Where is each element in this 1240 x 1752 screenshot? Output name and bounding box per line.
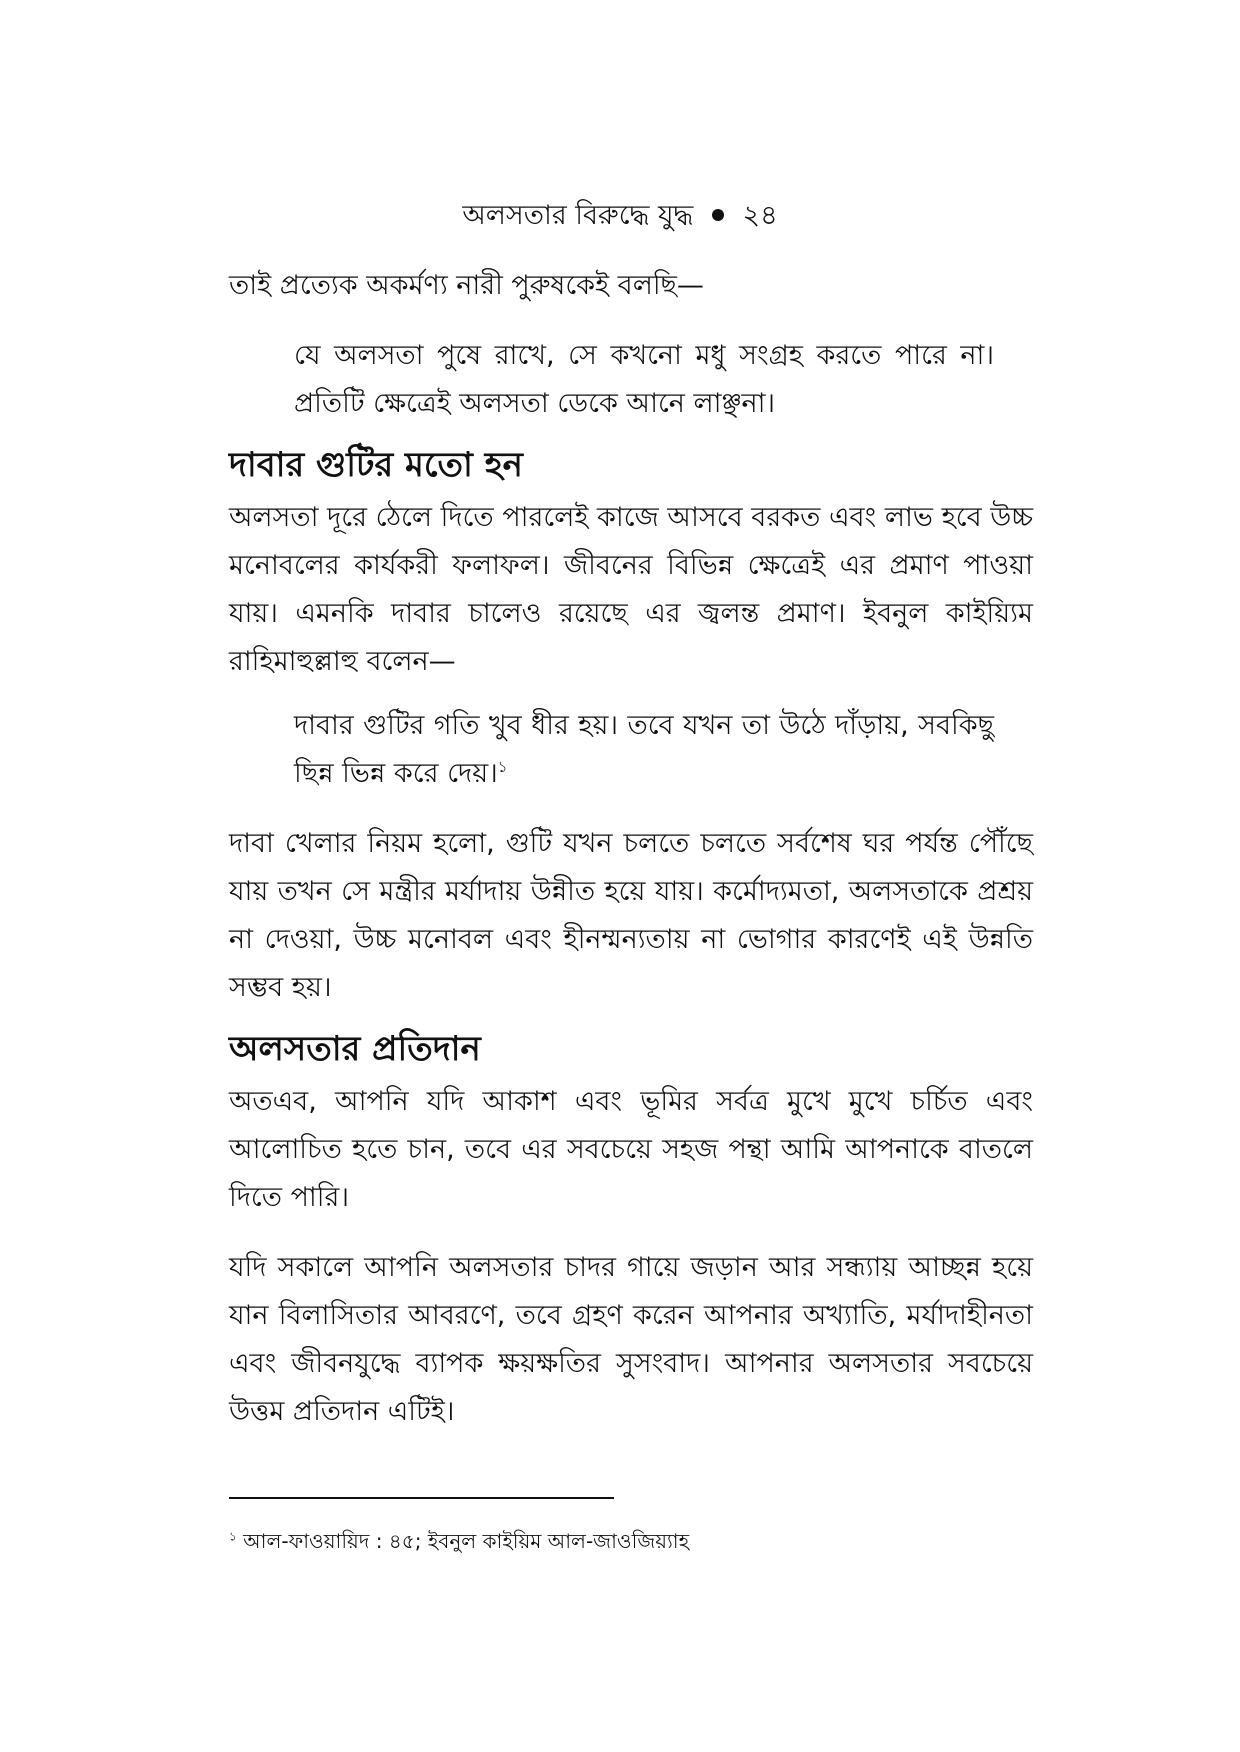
running-header <box>0 196 1240 236</box>
bullet-separator-icon <box>712 209 724 221</box>
quote-text: দাবার গুটির গতি খুব ধীর হয়। তবে যখন তা উঠে দাঁড়ায়, সবকিছু ছিন্ন ভিন্ন করে দেয়। <box>294 710 994 789</box>
block-quote-1: যে অলসতা পুষে রাখে, সে কখনো মধু সংগ্রহ করতে পারে না। প্রতিটি ক্ষেত্রেই অলসতা ডেকে আনে লাঞ্ছনা। <box>294 340 994 419</box>
paragraph: যদি সকালে আপনি অলসতার চাদর গায়ে জড়ান আর সন্ধ্যায় আচ্ছন্ন হয়ে যান বিলাসিতার আবরণে, তবে গ্রহণ করেন আপনার অখ্যাতি, মর্যাদাহীনতা এবং জীবনযুদ্ধে ব্যাপক ক্ষয়ক্ষতির সুসংবাদ। আপনার অলসতার সবচেয়ে উত্তম প্রতিদান এটিই। <box>229 1252 1033 1427</box>
section-heading-reward: অলসতার প্রতিদান <box>229 1029 481 1069</box>
footnote <box>229 1526 1033 1556</box>
page-content <box>229 262 1033 1436</box>
block-quote-2 <box>294 702 994 798</box>
section-heading-chess-piece: দাবার গুটির মতো হন <box>229 445 523 485</box>
paragraph: অলসতা দূরে ঠেলে দিতে পারলেই কাজে আসবে বরকত এবং লাভ হবে উচ্চ মনোবলের কার্যকরী ফলাফল। জীবনের বিভিন্ন ক্ষেত্রেই এর প্রমাণ পাওয়া যায়। এমনকি দাবার চালেও রয়েছে এর জ্বলন্ত প্রমাণ। ইবনুল কাইয়্যিম রাহিমাহুল্লাহু বলেন— <box>229 502 1033 677</box>
header-title: অলসতার বিরুদ্ধে যুদ্ধ <box>462 200 694 231</box>
footnote-text: আল-ফাওয়ায়িদ : ৪৫; ইবনুল কাইয়িম আল-জাওজিয়্যাহ <box>243 1529 690 1553</box>
paragraph: অতএব, আপনি যদি আকাশ এবং ভূমির সর্বত্র মুখে মুখে চর্চিত এবং আলোচিত হতে চান, তবে এর সবচেয়ে সহজ পন্থা আমি আপনাকে বাতলে দিতে পারি। <box>229 1086 1033 1213</box>
footnote-reference[interactable]: ১ <box>497 758 508 776</box>
footnote-mark: ১ <box>229 1529 237 1544</box>
paragraph: দাবা খেলার নিয়ম হলো, গুটি যখন চলতে চলতে সর্বশেষ ঘর পর্যন্ত পৌঁছে যায় তখন সে মন্ত্রীর মর্যাদায় উন্নীত হয়ে যায়। কর্মোদ্যমতা, অলসতাকে প্রশ্রয় না দেওয়া, উচ্চ মনোবল এবং হীনম্মন্যতায় না ভোগার কারণেই এই উন্নতি সম্ভব হয়। <box>229 828 1033 1003</box>
intro-line: তাই প্রত্যেক অকর্মণ্য নারী পুরুষকেই বলছি— <box>229 270 704 301</box>
footnote-divider <box>229 1497 614 1499</box>
page-number: ২৪ <box>742 200 778 231</box>
